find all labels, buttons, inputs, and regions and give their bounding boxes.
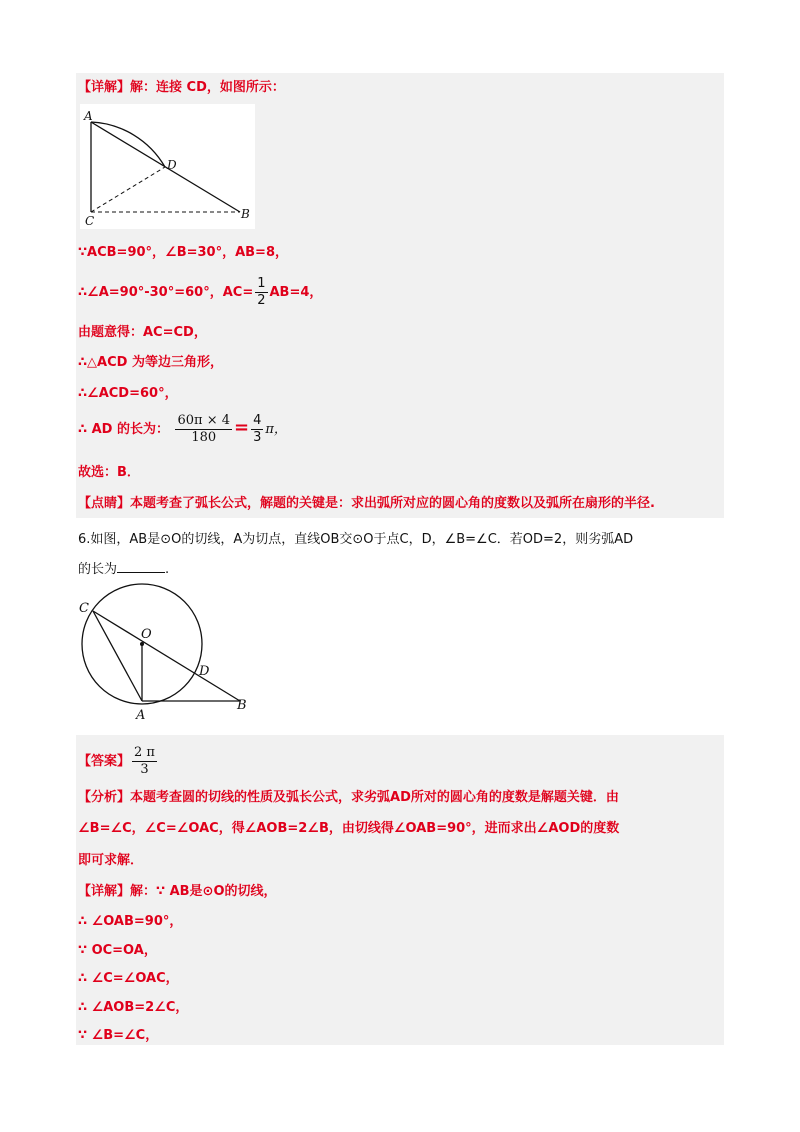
label-A: A xyxy=(84,109,93,123)
s2-line-3: ∵ OC=OA， xyxy=(78,943,157,958)
detail-line-1 xyxy=(78,79,285,97)
s2-line-4: ∴ ∠C=∠OAC， xyxy=(78,971,179,986)
label-O: O xyxy=(141,627,152,642)
s1-line-2: ∴∠A=90°-30°=60°，AC= $\frac{1}{2}$ AB=4， xyxy=(78,276,323,308)
label-C: C xyxy=(79,601,89,616)
label-C: C xyxy=(85,214,95,228)
question-6 xyxy=(78,525,728,585)
question-6-line-2: 的长为 . xyxy=(78,562,170,577)
s2-detail-line-1: 【详解】解：∵ AB是⊙O的切线， xyxy=(78,884,277,899)
analysis-line-2: ∠B=∠C，∠C=∠OAC，得∠AOB=2∠B，由切线得∠OAB=90°，进而求出∠AOD的度数 xyxy=(78,821,620,836)
figure-triangle xyxy=(80,104,255,229)
figure-circle xyxy=(70,580,270,725)
detail-tag: 【详解】 xyxy=(78,80,131,95)
detail-text: 解：连接 CD，如图所示： xyxy=(130,80,285,95)
analysis-tag: 【分析】 xyxy=(78,790,131,805)
fraction-half: $\frac{1}{2}$ xyxy=(257,276,266,308)
s1-line-3: 由题意得：AC=CD， xyxy=(78,325,207,340)
label-B: B xyxy=(241,207,250,221)
s2-line-5: ∴ ∠AOB=2∠C， xyxy=(78,1000,189,1015)
question-6-line-1: 6.如图，AB是⊙O的切线，A为切点，直线OB交⊙O于点C，D，∠B=∠C．若OD=2，则劣弧AD xyxy=(78,532,634,547)
fraction-arc-length: $\frac{60\pi \times 4}{180}$ xyxy=(177,413,230,445)
analysis-line-3: 即可求解． xyxy=(78,853,144,868)
s1-line-1: ∵ACB=90°，∠B=30°，AB=8， xyxy=(78,245,288,260)
answer-fraction: $\frac{2 \pi}{3}$ xyxy=(134,745,155,777)
label-A: A xyxy=(136,708,146,723)
answer-tag: 【答案】 xyxy=(78,754,131,769)
s1-line-4: ∴△ACD 为等边三角形， xyxy=(78,355,223,370)
s2-line-2: ∴ ∠OAB=90°， xyxy=(78,914,183,929)
s2-line-6: ∵ ∠B=∠C， xyxy=(78,1028,159,1043)
answer-line xyxy=(78,745,159,778)
s1-line-5: ∴∠ACD=60°， xyxy=(78,386,178,401)
analysis-line-1: 【分析】本题考查圆的切线的性质及弧长公式，求劣弧AD所对的圆心角的度数是解题关键．由 xyxy=(78,790,619,805)
point-text: 本题考查了弧长公式，解题的关键是：求出弧所对应的圆心角的度数以及弧所在扇形的半径. xyxy=(130,496,655,511)
label-D: D xyxy=(199,664,210,679)
point-tag: 【点睛】 xyxy=(78,496,131,511)
answer-blank xyxy=(117,560,165,573)
point-line xyxy=(78,495,655,513)
detail-tag-2: 【详解】 xyxy=(78,884,131,899)
label-B: B xyxy=(237,698,247,713)
s1-line-7: 故选：B． xyxy=(78,465,140,480)
label-D: D xyxy=(167,158,177,172)
s1-line-6: ∴ AD 的长为： $\frac{60\pi \times 4}{180}$ = $\frac{4}{3}$ π， xyxy=(78,413,287,445)
fraction-four-thirds: $\frac{4}{3}$ xyxy=(253,413,262,445)
